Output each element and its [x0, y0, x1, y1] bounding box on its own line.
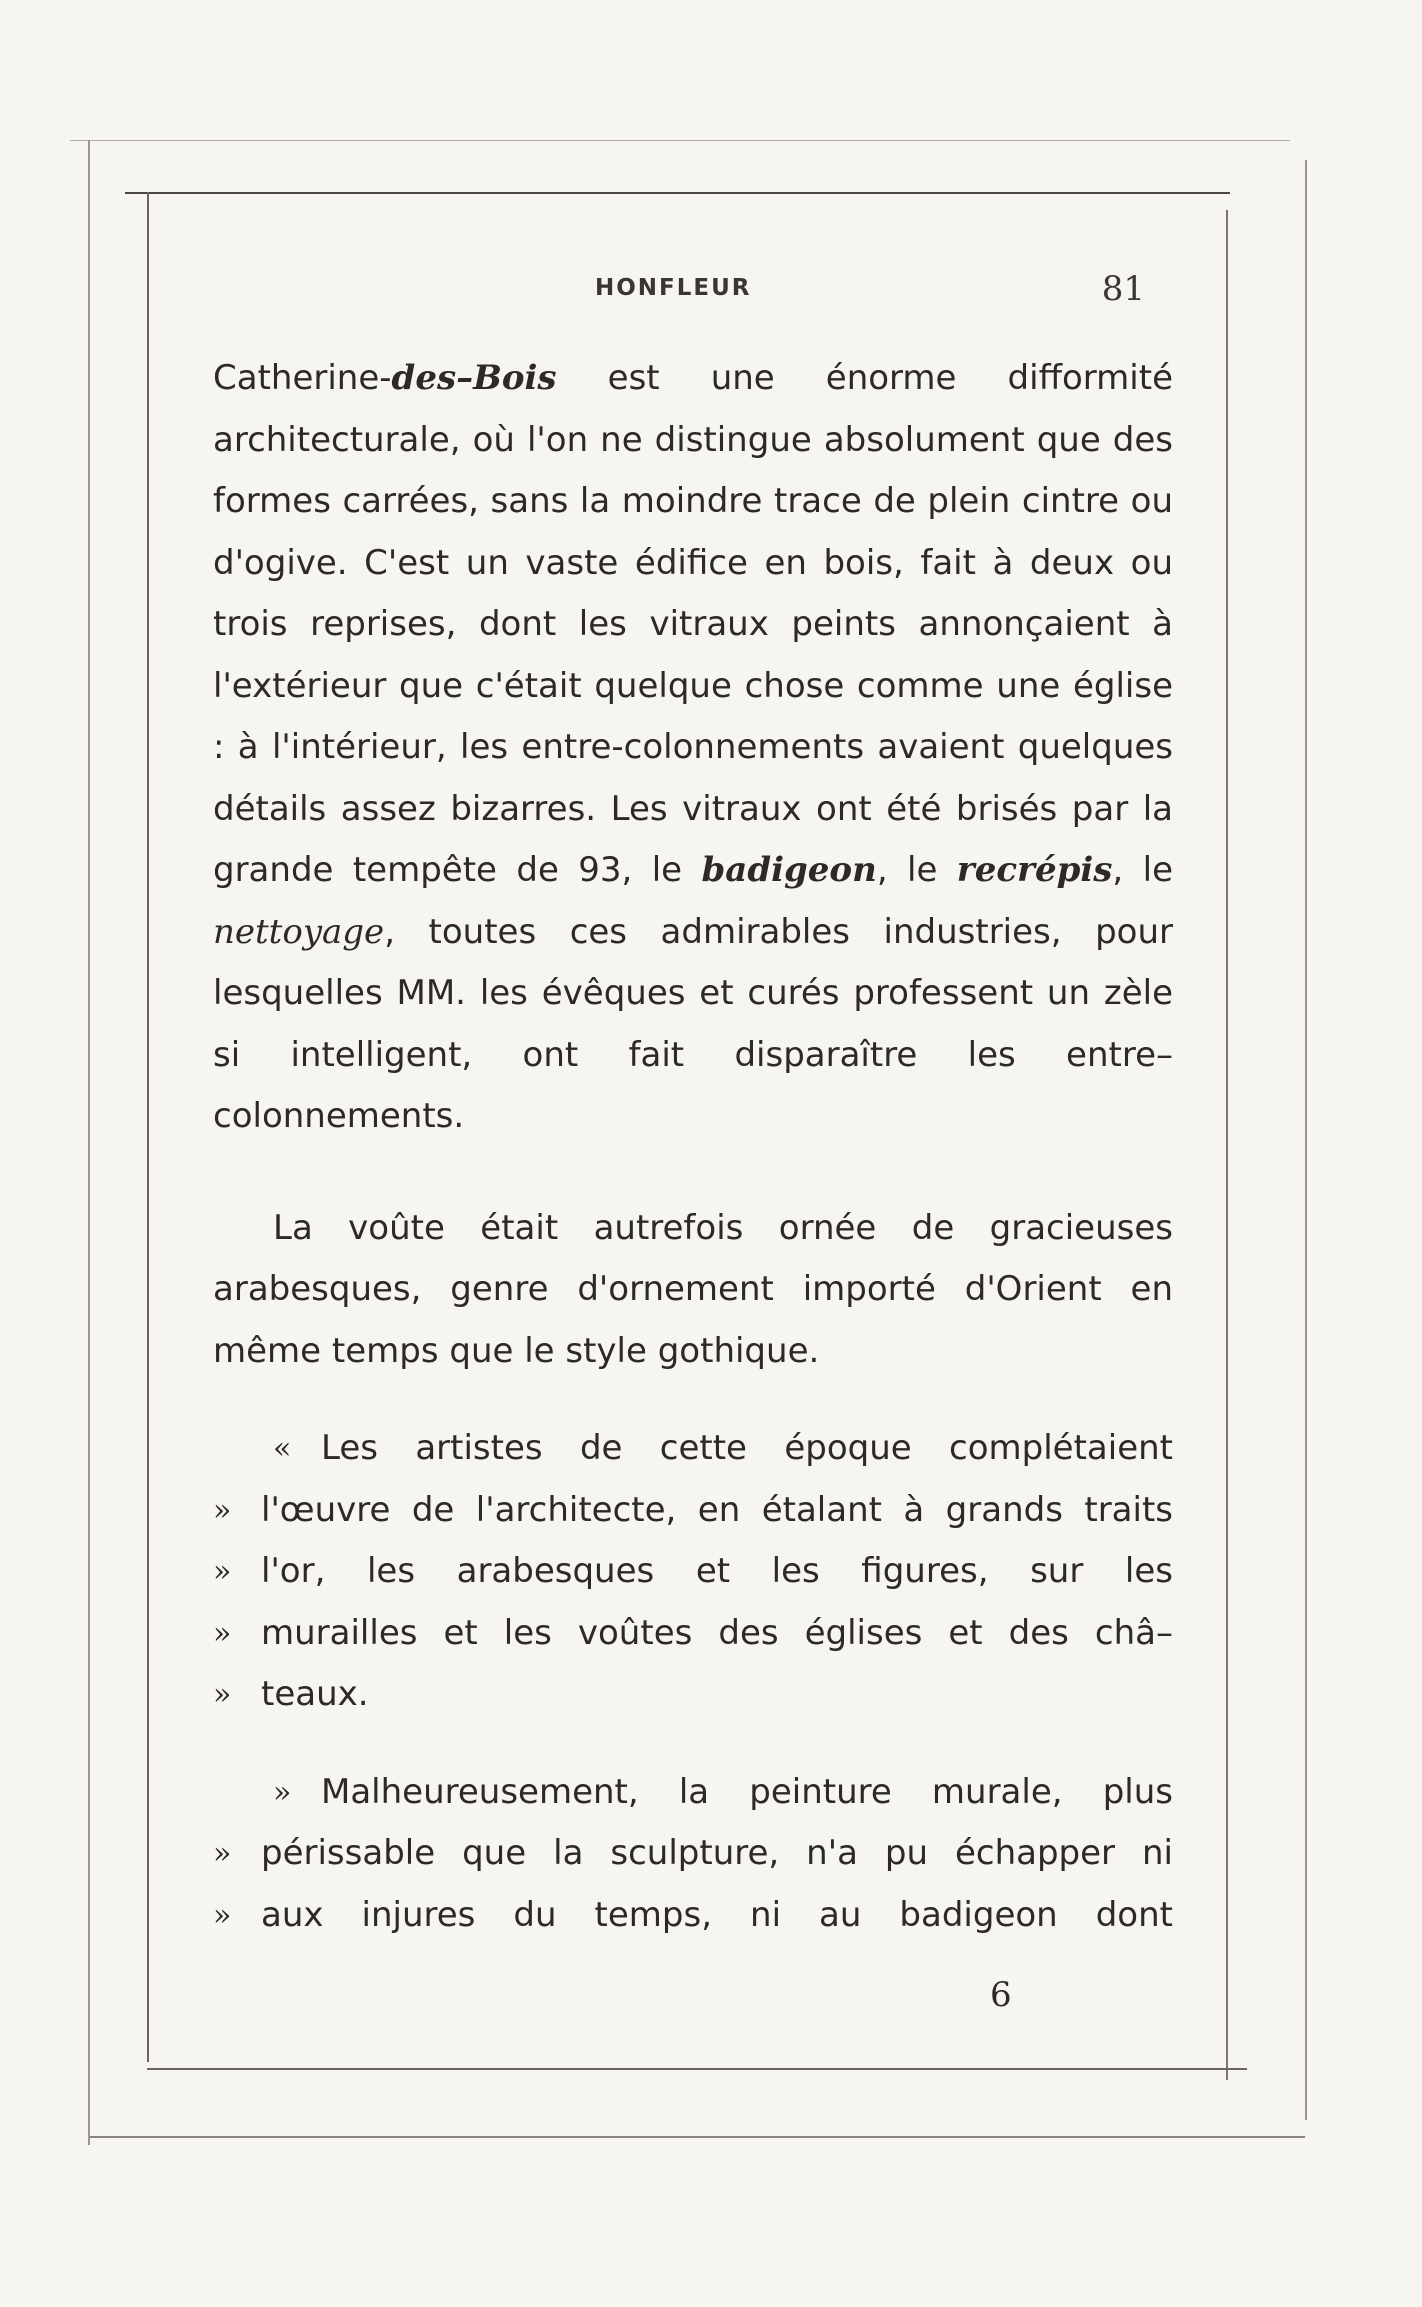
quote-mark: »: [213, 1554, 232, 1589]
text-run: est une énorme difformité architecturale, où l'on ne distingue absolument que des formes carrées, sans la moindre trace de plein cintre ou d'ogive. C'est un vaste édifice en bois, fait à deux ou trois reprises, dont les vitraux peints annonçaient à l'extérieur que c'était quelque chose comme une église : à l'intérieur, les entre-colonnements avaient quelques détails assez bizarres. Les vitraux ont été brisés par la grande tempête de 93, le: [213, 358, 1173, 890]
quote-text: Malheureusement, la peinture murale, plus: [321, 1771, 1173, 1812]
italic-run: des–Bois: [391, 358, 557, 398]
text-run: , le: [1112, 850, 1173, 890]
frame-line: [90, 2136, 1305, 2138]
quote-mark: »: [213, 1677, 232, 1712]
paragraph: [213, 348, 1173, 1148]
frame-line: [70, 140, 1290, 141]
quote-text: périssable que la sculpture, n'a pu échapper ni: [261, 1833, 1173, 1873]
italic-run: recrépis: [956, 850, 1113, 890]
frame-line: [147, 2068, 1247, 2070]
paragraph: La voûte était autrefois ornée de gracieuses arabesques, genre d'ornement importé d'Orient en même temps que le style gothique.: [213, 1207, 1173, 1371]
signature-mark: 6: [990, 1975, 1012, 2015]
quote-line: [213, 1480, 1173, 1542]
spacer: [213, 1382, 1173, 1418]
text-run: Catherine-: [213, 358, 392, 398]
italic-run: badigeon: [701, 850, 877, 890]
frame-line: [147, 192, 149, 2062]
quote-line: [213, 1823, 1173, 1885]
quote-text: teaux.: [261, 1674, 369, 1714]
quote-mark: »: [213, 1897, 232, 1933]
text-run: , le: [876, 850, 957, 890]
running-head: [200, 269, 1160, 315]
frame-line: [1305, 160, 1307, 2120]
quote-text: Les artistes de cette époque complétaient: [321, 1428, 1173, 1468]
quote-mark: »: [273, 1774, 292, 1810]
quote-line: [213, 1664, 1173, 1726]
page-number: 81: [1101, 269, 1145, 309]
frame-line: [88, 140, 90, 2145]
quote-text: l'or, les arabesques et les figures, sur les: [261, 1551, 1173, 1591]
quote-mark: »: [213, 1492, 232, 1528]
frame-line: [1226, 210, 1228, 2080]
quote-line: [213, 1418, 1173, 1480]
spacer: [213, 1148, 1173, 1198]
quote-line: [213, 1762, 1173, 1824]
quote-text: l'œuvre de l'architecte, en étalant à grands traits: [261, 1489, 1173, 1530]
quotation: [213, 1418, 1173, 1946]
italic-run: nettoyage: [213, 911, 385, 952]
quote-mark: «: [273, 1431, 292, 1466]
quote-text: murailles et les voûtes des églises et des châ–: [261, 1612, 1173, 1653]
text-run: , toutes ces admirables industries, pour lesquelles MM. les évêques et curés professent un zèle si intelligent, ont fait disparaître les entre–colonnements.: [213, 911, 1173, 1136]
quote-mark: »: [213, 1836, 232, 1871]
quote-mark: »: [213, 1615, 232, 1651]
spacer: [213, 1726, 1173, 1762]
frame-line: [125, 192, 1230, 194]
quote-line: [213, 1603, 1173, 1665]
running-title: HONFLEUR: [595, 275, 752, 301]
quote-line: [213, 1541, 1173, 1603]
quote-line: [213, 1885, 1173, 1947]
quote-text: aux injures du temps, ni au badigeon dont: [261, 1894, 1173, 1935]
body-text: [213, 348, 1173, 1946]
